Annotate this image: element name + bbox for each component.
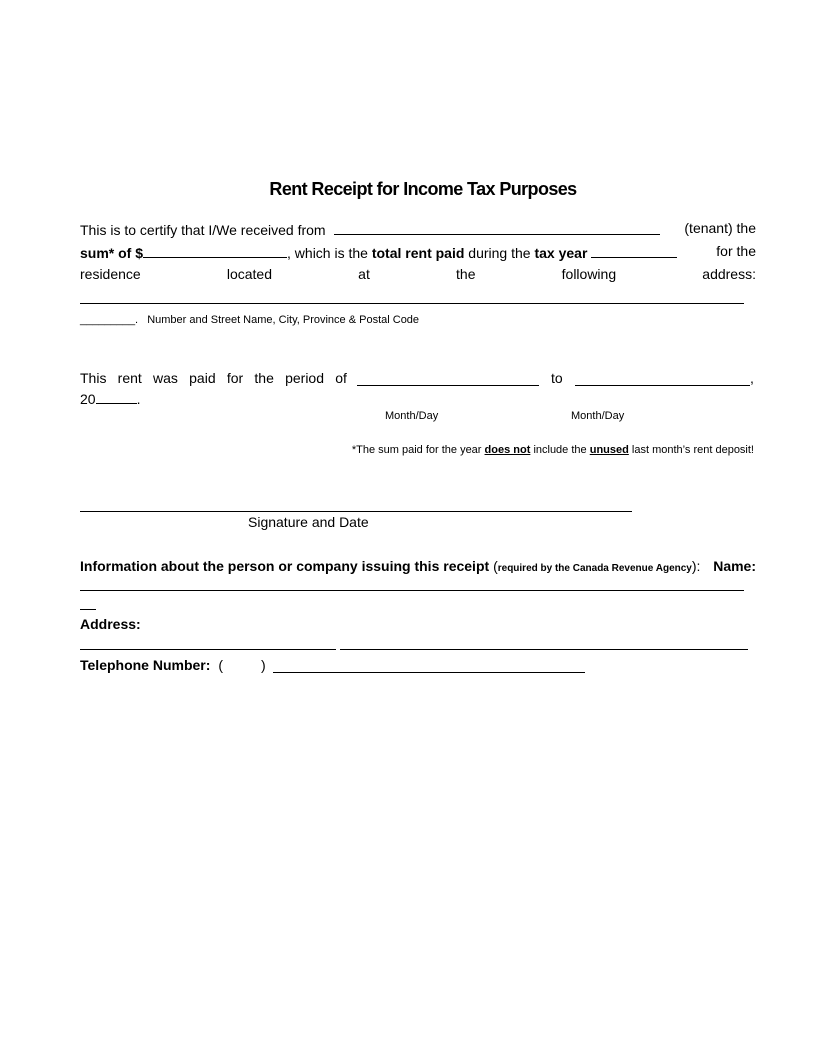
note-middle: include the — [533, 444, 587, 456]
note-prefix: *The sum paid for the year — [351, 444, 482, 456]
certify-text: This is to certify that I/We received from — [80, 222, 326, 238]
telephone-line — [80, 657, 266, 674]
which-is-text: , which is the — [287, 245, 368, 261]
paren-open: ( — [493, 558, 498, 574]
sum-line — [80, 243, 756, 262]
address-hint-blank: _________. — [80, 314, 139, 326]
period-end-field[interactable] — [575, 385, 750, 386]
word-the: the — [456, 266, 476, 282]
word-located: located — [226, 266, 273, 282]
year-suffix-field[interactable] — [96, 389, 137, 404]
address-hint-line — [80, 314, 419, 327]
total-rent-paid-text: total rent paid — [371, 245, 465, 261]
tax-year-label: tax year — [534, 245, 588, 261]
phone-paren-open: ( — [218, 657, 223, 673]
period-word-4: paid — [189, 370, 216, 386]
cra-required-text: required by the Canada Revenue Agency — [497, 563, 692, 574]
tenant-text: (tenant) the — [684, 220, 756, 236]
certify-line — [80, 220, 756, 239]
residence-line — [80, 266, 756, 283]
word-address: address: — [702, 266, 756, 282]
telephone-label: Telephone Number: — [80, 657, 211, 673]
address-label: Address: — [80, 616, 141, 632]
name-field[interactable] — [80, 590, 744, 591]
to-month-day-label: Month/Day — [571, 410, 625, 422]
period-start-field[interactable] — [357, 385, 539, 386]
period-to-text: to — [551, 370, 563, 386]
issuer-info-text: Information about the person or company issuing this receipt — [80, 558, 490, 574]
name-label: Name: — [713, 558, 756, 574]
sum-amount-field[interactable] — [143, 243, 287, 258]
period-word-5: for — [226, 370, 244, 386]
period-word-7: period — [285, 370, 324, 386]
phone-paren-close: ) — [260, 657, 266, 673]
year-prefix: 20 — [80, 391, 96, 407]
for-the-text: for the — [716, 243, 756, 259]
address-field[interactable] — [80, 303, 744, 304]
word-following: following — [561, 266, 617, 282]
tenant-name-field[interactable] — [334, 220, 660, 235]
from-month-day-label: Month/Day — [385, 410, 439, 422]
telephone-field[interactable] — [273, 672, 585, 673]
note-suffix: last month’s rent deposit! — [631, 444, 754, 456]
address-hint-text: Number and Street Name, City, Province & Postal Code — [147, 314, 420, 326]
paren-close: ): — [691, 558, 701, 574]
period-word-6: the — [254, 370, 274, 386]
note-unused: unused — [589, 444, 629, 456]
issuer-info-line — [80, 558, 756, 577]
period-word-8: of — [335, 370, 347, 386]
during-the-text: during the — [468, 245, 531, 261]
period-comma: , — [750, 370, 754, 386]
name-field-continuation[interactable] — [80, 609, 96, 610]
period-word-1: This — [80, 370, 107, 386]
tax-year-field[interactable] — [591, 243, 677, 258]
signature-field[interactable] — [80, 511, 632, 512]
sum-label: sum* of $ — [80, 245, 144, 261]
period-word-3: was — [153, 370, 178, 386]
note-does-not: does not — [484, 444, 531, 456]
signature-label: Signature and Date — [248, 514, 369, 530]
word-at: at — [358, 266, 370, 282]
deposit-note — [320, 444, 754, 457]
issuer-address-field-2[interactable] — [340, 649, 748, 650]
year-period: . — [136, 391, 141, 407]
word-residence: residence — [80, 266, 141, 282]
year-line — [80, 389, 140, 408]
document-title: Rent Receipt for Income Tax Purposes — [269, 179, 577, 199]
period-word-2: rent — [117, 370, 142, 386]
issuer-address-field-1[interactable] — [80, 649, 336, 650]
